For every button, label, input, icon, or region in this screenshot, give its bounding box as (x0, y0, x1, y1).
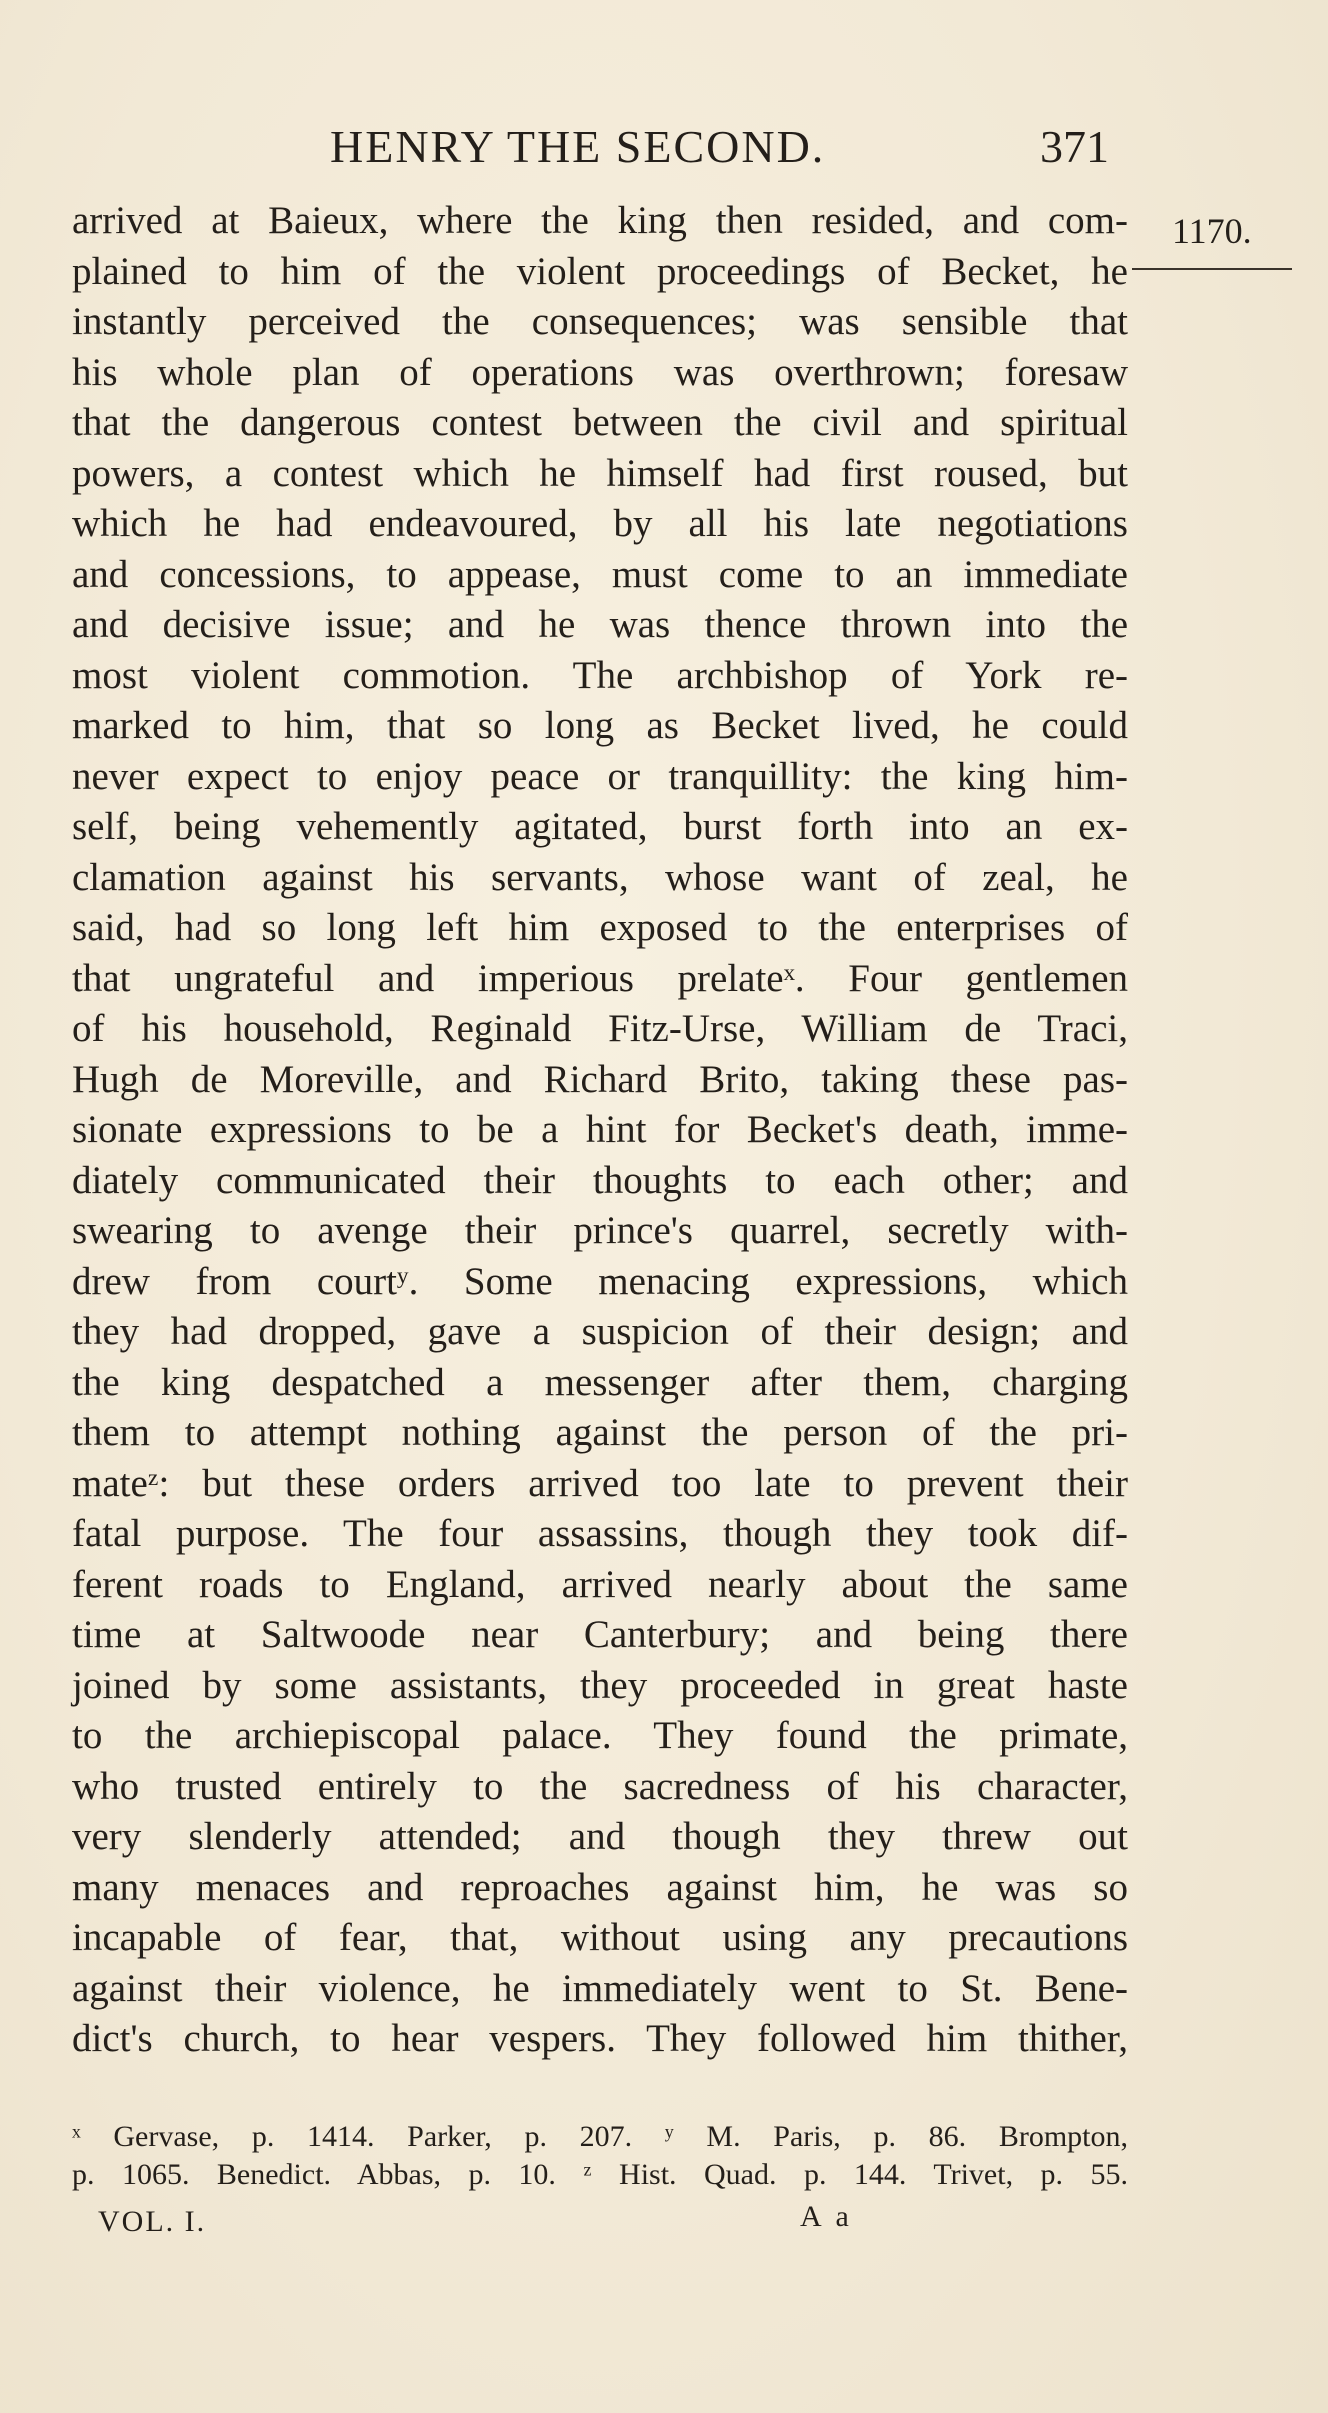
footnote-line: ˣ Gervase, p. 1414. Parker, p. 207. ʸ M. Paris, p. 86. Brompton, (72, 2120, 1128, 2153)
text-line: Hugh de Moreville, and Richard Brito, taking these pas- (72, 1057, 1128, 1101)
body-text (72, 196, 1128, 2065)
text-line: marked to him, that so long as Becket lived, he could (72, 704, 1128, 747)
text-line: never expect to enjoy peace or tranquillity: the king him- (72, 754, 1128, 798)
text-line: that the dangerous contest between the civil and spiritual (72, 401, 1128, 444)
footnote-line: p. 1065. Benedict. Abbas, p. 10. ᶻ Hist. Quad. p. 144. Trivet, p. 55. (72, 2158, 1128, 2191)
margin-year-note: 1170. (1172, 211, 1252, 251)
text-line: them to attempt nothing against the person of the pri- (72, 1411, 1128, 1454)
text-line: arrived at Baieux, where the king then resided, and com- (72, 199, 1128, 242)
text-line: self, being vehemently agitated, burst forth into an ex- (72, 805, 1128, 848)
running-head-title: HENRY THE SECOND. (330, 121, 826, 172)
text-line: diately communicated their thoughts to each other; and (72, 1158, 1128, 1202)
text-line: his whole plan of operations was overthrown; foresaw (72, 350, 1128, 394)
text-line: of his household, Reginald Fitz-Urse, William de Traci, (72, 1007, 1128, 1050)
text-line: the king despatched a messenger after them, charging (72, 1360, 1128, 1404)
text-line: ferent roads to England, arrived nearly about the same (72, 1562, 1128, 1606)
text-line: which he had endeavoured, by all his late negotiations (72, 502, 1128, 545)
text-line: they had dropped, gave a suspicion of their design; and (72, 1310, 1128, 1353)
footnotes (72, 2118, 1128, 2194)
margin-rule (1132, 268, 1292, 270)
text-line: and concessions, to appease, must come to an immediate (72, 552, 1128, 596)
text-line: said, had so long left him exposed to the enterprises of (72, 906, 1128, 949)
text-line: to the archiepiscopal palace. They found the primate, (72, 1714, 1128, 1757)
text-line: powers, a contest which he himself had first roused, but (72, 451, 1128, 495)
text-line: against their violence, he immediately went to St. Bene- (72, 1966, 1128, 2010)
page-number: 371 (1040, 121, 1109, 172)
text-line: who trusted entirely to the sacredness of his character, (72, 1764, 1128, 1808)
text-line: and decisive issue; and he was thence thrown into the (72, 603, 1128, 646)
text-line: very slenderly attended; and though they threw out (72, 1815, 1128, 1858)
text-line: incapable of fear, that, without using any precautions (72, 1916, 1128, 1959)
text-line: mateᶻ: but these orders arrived too late to prevent their (72, 1461, 1128, 1505)
text-line: that ungrateful and imperious prelateˣ. Four gentlemen (72, 956, 1128, 1000)
text-line: sionate expressions to be a hint for Becket's death, imme- (72, 1108, 1128, 1151)
text-line: drew from courtʸ. Some menacing expressions, which (72, 1259, 1128, 1303)
text-line: time at Saltwoode near Canterbury; and being there (72, 1613, 1128, 1656)
text-line: instantly perceived the consequences; was sensible that (72, 300, 1128, 343)
text-line: joined by some assistants, they proceeded in great haste (72, 1663, 1128, 1707)
volume-signature: VOL. I. (98, 2205, 207, 2238)
text-line: dict's church, to hear vespers. They followed him thither, (72, 2017, 1128, 2060)
text-line: swearing to avenge their prince's quarrel, secretly with- (72, 1209, 1128, 1252)
text-line: clamation against his servants, whose want of zeal, he (72, 855, 1128, 899)
text-line: fatal purpose. The four assassins, though they took dif- (72, 1512, 1128, 1555)
text-line: many menaces and reproaches against him, he was so (72, 1865, 1128, 1909)
text-line: most violent commotion. The archbishop of York re- (72, 653, 1128, 697)
text-line: plained to him of the violent proceedings of Becket, he (72, 249, 1128, 293)
gathering-mark: A a (800, 2200, 853, 2233)
